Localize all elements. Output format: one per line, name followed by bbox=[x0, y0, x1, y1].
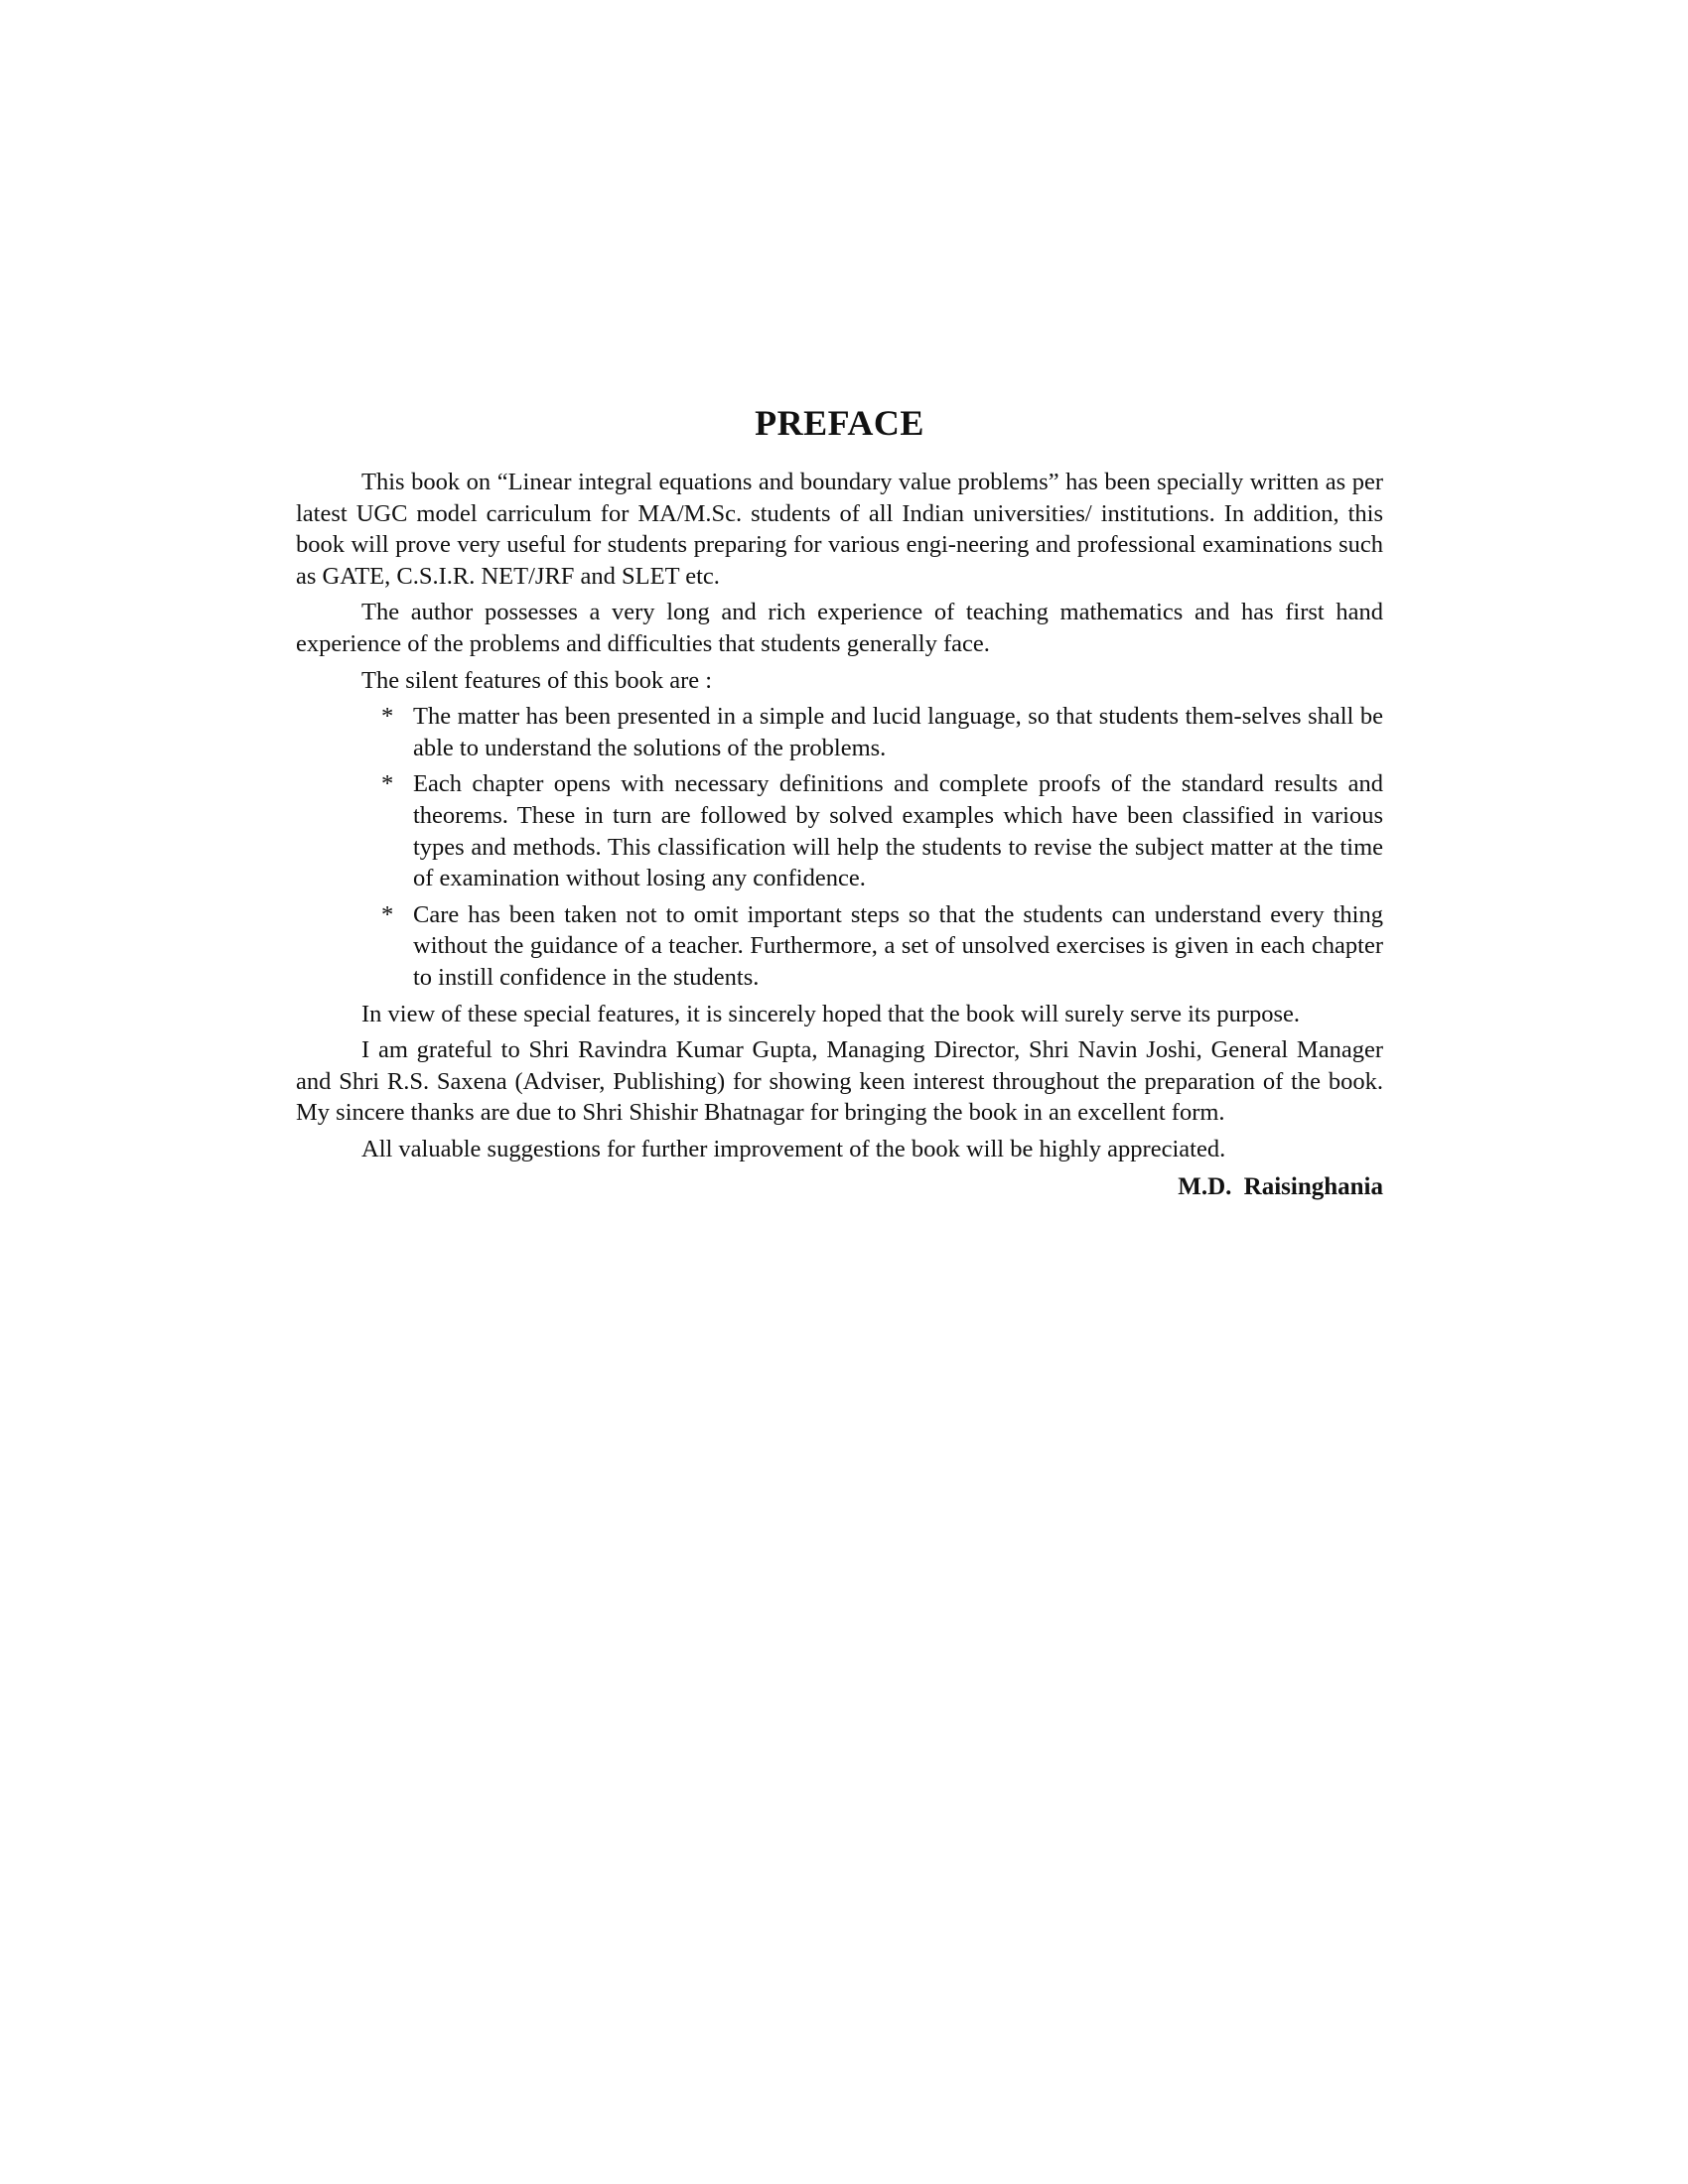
list-item-text: The matter has been presented in a simple and lucid language, so that students them-selves shall be able to understand the solutions of the problems. bbox=[413, 703, 1383, 761]
features-list bbox=[296, 701, 1383, 993]
closing-paragraph: All valuable suggestions for further improvement of the book will be highly appreciated. bbox=[361, 1135, 1226, 1162]
features-intro-paragraph: The silent features of this book are : bbox=[361, 666, 713, 694]
list-item-text: Each chapter opens with necessary definitions and complete proofs of the standard results and theorems. These in turn are followed by solved examples which have been classified in various types and methods. This classification will help the students to revise the subject matter at the time of examination without losing any confidence. bbox=[413, 770, 1383, 892]
asterisk-bullet-icon: * bbox=[381, 900, 394, 928]
acknowledgement-paragraph: I am grateful to Shri Ravindra Kumar Gupta, Managing Director, Shri Navin Joshi, General Manager and Shri R.S. Saxena (Adviser, Publishing) for showing keen interest throughout the preparation of the book. My sincere thanks are due to Shri Shishir Bhatnagar for bringing the book in an excellent form. bbox=[296, 1036, 1383, 1127]
asterisk-bullet-icon: * bbox=[381, 770, 394, 798]
list-item-text: Care has been taken not to omit important steps so that the students can understand every thing without the guidance of a teacher. Furthermore, a set of unsolved exercises is given in each chapter to instill confidence in the students. bbox=[413, 900, 1383, 991]
intro-paragraph-2: The author possesses a very long and rich experience of teaching mathematics and has first hand experience of the problems and difficulties that students generally face. bbox=[296, 599, 1383, 657]
list-item bbox=[296, 768, 1383, 893]
author-signature: M.D. Raisinghania bbox=[1178, 1173, 1383, 1201]
outro-paragraph-1: In view of these special features, it is sincerely hoped that the book will surely serve its purpose. bbox=[361, 1000, 1301, 1027]
asterisk-bullet-icon: * bbox=[381, 703, 394, 731]
list-item bbox=[296, 899, 1383, 994]
preface-page bbox=[296, 397, 1383, 1204]
page-title: PREFACE bbox=[755, 403, 924, 443]
intro-paragraph-1: This book on “Linear integral equations and boundary value problems” has been specially written as per latest UGC model carriculum for MA/M.Sc. students of all Indian universities/ institutions. In addition, this book will prove very useful for students preparing for various engi-neering and professional examinations such as GATE, C.S.I.R. NET/JRF and SLET etc. bbox=[296, 469, 1383, 590]
list-item bbox=[296, 701, 1383, 763]
